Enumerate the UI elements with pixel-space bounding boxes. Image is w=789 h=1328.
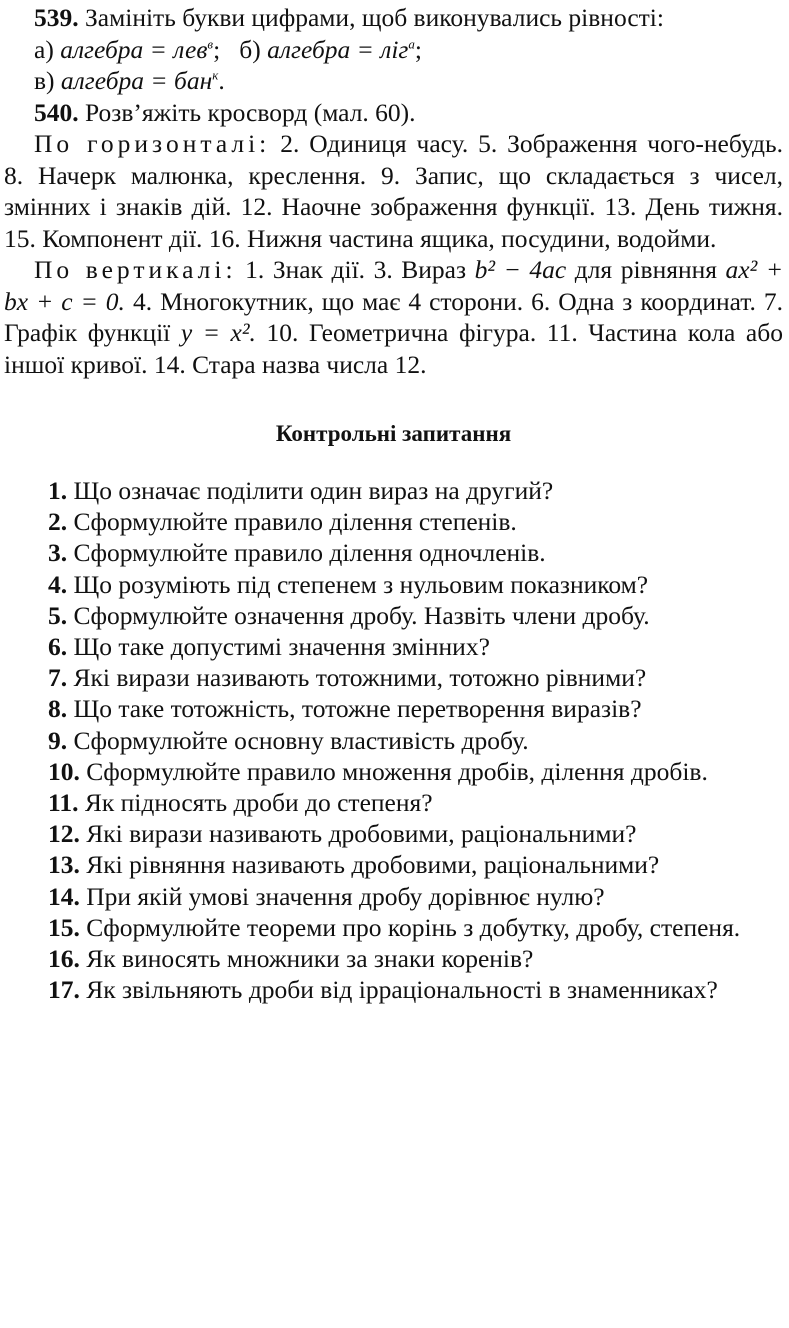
vertical-clues-part: 4. Многокутник, що має 4 сторони. 6. Одна з координат. 7. Графік функції bbox=[4, 286, 784, 347]
question-text: Сформулюйте правило ділення одночленів. bbox=[73, 538, 546, 568]
item-end: . bbox=[218, 66, 225, 95]
question bbox=[4, 537, 783, 568]
formula-parabola: y = x². bbox=[180, 318, 256, 347]
question-text: Як звільняють дроби від ірраціональності в знаменниках? bbox=[86, 975, 718, 1005]
item-label: в) bbox=[34, 66, 55, 95]
section-heading: Контрольні запитання bbox=[275, 421, 512, 446]
question-text: Як виносять множники за знаки коренів? bbox=[86, 944, 534, 974]
question bbox=[4, 631, 783, 662]
exercise-539 bbox=[4, 2, 783, 34]
question bbox=[4, 974, 783, 1005]
question-number: 2. bbox=[48, 507, 68, 537]
question bbox=[4, 912, 783, 943]
item-label: а) bbox=[34, 34, 54, 64]
vertical-clues-part: 10. Геометрична фігура. 11. Частина кола або іншої кривої. 14. Стара назва числа 12. bbox=[4, 318, 783, 379]
question-text: Що означає поділити один вираз на другий? bbox=[73, 476, 554, 505]
crossword-vertical bbox=[4, 254, 783, 380]
question-number: 1. bbox=[48, 476, 68, 505]
exercise-539-item-c bbox=[4, 65, 783, 97]
question bbox=[4, 756, 783, 787]
vertical-clues-part: для рівняння bbox=[574, 255, 717, 284]
question-text: Сформулюйте теореми про корінь з добутку, дробу, степеня. bbox=[86, 912, 741, 942]
question bbox=[4, 475, 783, 506]
question-number: 9. bbox=[48, 725, 68, 755]
item-end: ; bbox=[213, 34, 221, 64]
item-exponent: к bbox=[212, 67, 219, 83]
crossword-horizontal bbox=[4, 128, 783, 254]
question-text: Сформулюйте основну властивість дробу. bbox=[73, 725, 529, 755]
question-text: Що розуміють під степенем з нульовим показником? bbox=[73, 569, 649, 599]
question-number: 17. bbox=[48, 975, 80, 1005]
item-exponent: а bbox=[408, 36, 415, 51]
question bbox=[4, 506, 783, 537]
question bbox=[4, 849, 783, 880]
question bbox=[4, 881, 783, 912]
exercise-number: 540. bbox=[34, 97, 79, 127]
formula-discriminant: b² − 4ac bbox=[474, 255, 567, 284]
item-expression: алгебра = бан bbox=[60, 66, 213, 95]
item-expression: алгебра = лев bbox=[60, 34, 208, 64]
question-number: 12. bbox=[48, 819, 80, 849]
question bbox=[4, 725, 783, 756]
question-number: 10. bbox=[48, 756, 80, 786]
question bbox=[4, 693, 783, 724]
question-text: Які вирази називають тотожними, тотожно рівними? bbox=[73, 663, 647, 693]
question-text: Сформулюйте правило множення дробів, ділення дробів. bbox=[86, 756, 708, 786]
exercise-number: 539. bbox=[34, 3, 79, 32]
exercise-540 bbox=[4, 97, 783, 129]
question bbox=[4, 662, 783, 693]
exercise-539-items-ab bbox=[4, 34, 783, 66]
question bbox=[4, 787, 783, 818]
question-number: 13. bbox=[48, 850, 80, 880]
question-text: При якій умові значення дробу дорівнює нулю? bbox=[86, 881, 605, 911]
question-number: 5. bbox=[48, 600, 68, 630]
question bbox=[4, 943, 783, 974]
question-number: 15. bbox=[48, 912, 80, 942]
horizontal-clues: 2. Одиниця часу. 5. Зображення чого-небудь. 8. Начерк малюнка, креслення. 9. Запис, що складається з чисел, змінних і знаків дій. 12. Наочне зображення функції. 13. День тижня. 15. Компонент дії. 16. Нижня частина ящика, посудини, водойми. bbox=[4, 129, 783, 253]
vertical-label: По вертикалі: bbox=[34, 255, 237, 284]
question-text: Які вирази називають дробовими, раціональними? bbox=[86, 819, 637, 849]
question bbox=[4, 569, 783, 600]
question-text: Як підносять дроби до степеня? bbox=[84, 788, 433, 818]
item-label: б) bbox=[239, 34, 261, 64]
question-number: 7. bbox=[48, 663, 68, 693]
question-number: 8. bbox=[48, 694, 68, 724]
question-text: Що таке допустимі значення змінних? bbox=[73, 632, 490, 662]
item-exponent: в bbox=[207, 36, 214, 51]
question bbox=[4, 818, 783, 849]
question-number: 14. bbox=[48, 881, 80, 911]
question-number: 3. bbox=[48, 538, 68, 568]
exercise-text: Розв’яжіть кросворд (мал. 60). bbox=[85, 97, 416, 127]
question-text: Сформулюйте означення дробу. Назвіть члени дробу. bbox=[73, 600, 650, 630]
question-number: 6. bbox=[48, 632, 68, 662]
question-text: Сформулюйте правило ділення степенів. bbox=[73, 507, 517, 537]
exercise-text: Замініть букви цифрами, щоб виконувались рівності: bbox=[85, 3, 664, 32]
question bbox=[4, 600, 783, 631]
item-expression: алгебра = ліг bbox=[267, 34, 409, 64]
formula-quadratic: ax² + bx + c = 0. bbox=[4, 255, 784, 316]
questions-list bbox=[4, 475, 783, 1005]
question-number: 11. bbox=[48, 788, 79, 818]
horizontal-label: По горизонталі: bbox=[34, 129, 271, 158]
vertical-clues-part: 1. Знак дії. 3. Вираз bbox=[245, 255, 467, 284]
item-end: ; bbox=[414, 34, 422, 64]
question-number: 16. bbox=[48, 944, 80, 974]
question-number: 4. bbox=[48, 569, 68, 599]
question-text: Які рівняння називають дробовими, раціональними? bbox=[86, 850, 660, 880]
question-text: Що таке тотожність, тотожне перетворення виразів? bbox=[73, 694, 642, 724]
